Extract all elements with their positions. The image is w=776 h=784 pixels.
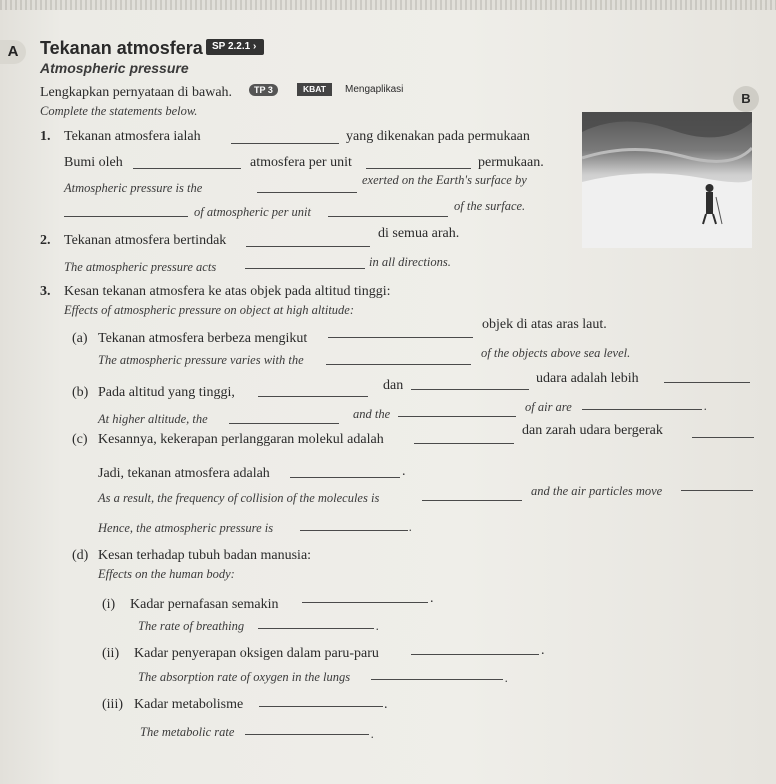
q3d-i-en: The rate of breathing [138, 619, 245, 633]
q3b-en-d: . [704, 399, 708, 413]
q1-ms-e: permukaan. [478, 155, 544, 170]
q3d-ii-en-dot: . [505, 671, 509, 685]
kbat-badge: KBAT [297, 83, 332, 96]
q1-number: 1. [40, 129, 51, 144]
section-title: Tekanan atmosfera [40, 38, 203, 58]
q3a-en-b: of the objects above sea level. [481, 346, 631, 360]
q3d-iii-blank[interactable] [259, 706, 383, 707]
q3b-blank-2[interactable] [411, 389, 529, 390]
kbat-label: Mengaplikasi [345, 84, 404, 95]
q3b-label: (b) [72, 385, 89, 400]
q2-blank-1[interactable] [246, 246, 370, 247]
q1-blank-1[interactable] [231, 143, 339, 144]
q2-en-b: in all directions. [369, 255, 451, 269]
q3d-ii-dot: . [541, 643, 545, 658]
q3c-blank-en-2[interactable] [681, 490, 753, 491]
q3d-iii-dot: . [384, 697, 388, 712]
q3c-ms-a: Kesannya, kekerapan perlanggaran molekul adalah [98, 432, 384, 447]
q3d-ii-blank[interactable] [411, 654, 539, 655]
q3d-i-ms: Kadar pernafasan semakin [130, 597, 279, 612]
q1-en-c: of atmospheric per unit [194, 205, 312, 219]
q3d-i-label: (i) [102, 597, 116, 612]
q3b-blank-en-2[interactable] [398, 416, 516, 417]
q3d-ii-en: The absorption rate of oxygen in the lungs [138, 670, 351, 684]
q1-ms-c: Bumi oleh [64, 155, 123, 170]
q2-ms-b: di semua arah. [378, 226, 460, 241]
q3b-en-c: of air are [525, 400, 572, 414]
q3c-en-c: Hence, the atmospheric pressure is [98, 521, 274, 535]
q3-ms: Kesan tekanan atmosfera ke atas objek pada altitud tinggi: [64, 284, 391, 299]
q3d-iii-ms: Kadar metabolisme [134, 697, 244, 712]
q3b-en-a: At higher altitude, the [98, 412, 208, 426]
q3a-blank-en[interactable] [326, 364, 471, 365]
q3c-en-d: . [409, 520, 413, 534]
instruction-ms: Lengkapkan pernyataan di bawah. [40, 85, 233, 100]
q2-number: 2. [40, 233, 51, 248]
q3d-iii-en: The metabolic rate [140, 725, 235, 739]
q3b-en-b: and the [353, 407, 391, 421]
instruction-en: Complete the statements below. [40, 104, 198, 118]
q3d-iii-en-dot: . [371, 727, 375, 741]
q1-ms-b: yang dikenakan pada permukaan [346, 129, 530, 144]
q3d-i-dot: . [430, 591, 434, 606]
q1-ms-a: Tekanan atmosfera ialah [64, 129, 201, 144]
q3b-blank-3[interactable] [664, 382, 750, 383]
q3c-en-a: As a result, the frequency of collision of the molecules is [98, 491, 380, 505]
q3b-blank-en-3[interactable] [582, 409, 702, 410]
q3d-ii-ms: Kadar penyerapan oksigen dalam paru-paru [134, 646, 379, 661]
q2-en-a: The atmospheric pressure acts [64, 260, 217, 274]
q1-blank-en-2[interactable] [64, 216, 188, 217]
q3d-ii-blank-en[interactable] [371, 679, 503, 680]
q1-en-d: of the surface. [454, 199, 526, 213]
q1-en-a: Atmospheric pressure is the [64, 181, 203, 195]
q3d-i-blank[interactable] [302, 602, 428, 603]
mountain-climber-photo [582, 112, 752, 248]
q3d-i-blank-en[interactable] [258, 628, 374, 629]
q1-blank-en-3[interactable] [328, 216, 448, 217]
q3-en: Effects of atmospheric pressure on object at high altitude: [64, 303, 355, 317]
q2-ms-a: Tekanan atmosfera bertindak [64, 233, 227, 248]
sp-code-badge [206, 39, 264, 55]
q3d-iii-blank-en[interactable] [245, 734, 369, 735]
climber-illustration [582, 112, 752, 248]
q3d-i-en-dot: . [376, 619, 380, 633]
q3c-ms-d: . [402, 464, 406, 479]
q3c-blank-en-1[interactable] [422, 500, 522, 501]
q3a-blank-1[interactable] [328, 337, 473, 338]
q1-en-b: exerted on the Earth's surface by [362, 173, 527, 187]
q1-ms-d: atmosfera per unit [250, 155, 352, 170]
q3c-en-b: and the air particles move [531, 484, 663, 498]
q3-number: 3. [40, 284, 51, 299]
section-letter: A [0, 40, 26, 64]
q3a-ms-a: Tekanan atmosfera berbeza mengikut [98, 331, 308, 346]
q3d-label: (d) [72, 548, 89, 563]
q3b-blank-1[interactable] [258, 396, 368, 397]
page-top-edge [0, 0, 776, 10]
chevron-right-icon: › [252, 41, 257, 52]
q3d-ii-label: (ii) [102, 646, 120, 661]
q3a-ms-b: objek di atas aras laut. [482, 317, 607, 332]
q3a-en-a: The atmospheric pressure varies with the [98, 353, 304, 367]
q3c-blank-en-3[interactable] [300, 530, 408, 531]
q2-blank-en[interactable] [245, 268, 365, 269]
photo-label-badge: B [733, 86, 759, 112]
q1-blank-en-1[interactable] [257, 192, 357, 193]
q3d-ms: Kesan terhadap tubuh badan manusia: [98, 548, 312, 563]
q3b-ms-c: udara adalah lebih [536, 371, 639, 386]
q3c-blank-3[interactable] [290, 477, 400, 478]
q3c-ms-c: Jadi, tekanan atmosfera adalah [98, 466, 270, 481]
q3d-iii-label: (iii) [102, 697, 123, 712]
section-subtitle: Atmospheric pressure [40, 60, 189, 76]
q3b-ms-a: Pada altitud yang tinggi, [98, 385, 235, 400]
q3c-ms-b: dan zarah udara bergerak [522, 423, 663, 438]
q3c-blank-2[interactable] [692, 437, 754, 438]
q3a-label: (a) [72, 331, 88, 346]
q3d-en: Effects on the human body: [98, 567, 235, 581]
q3c-label: (c) [72, 432, 88, 447]
q3b-ms-b: dan [383, 378, 404, 393]
q1-blank-3[interactable] [366, 168, 471, 169]
q3c-blank-1[interactable] [414, 443, 514, 444]
q3b-blank-en-1[interactable] [229, 423, 339, 424]
tp-badge: TP 3 [249, 84, 278, 96]
sp-code-text: SP 2.2.1 [212, 41, 251, 52]
q1-blank-2[interactable] [133, 168, 241, 169]
